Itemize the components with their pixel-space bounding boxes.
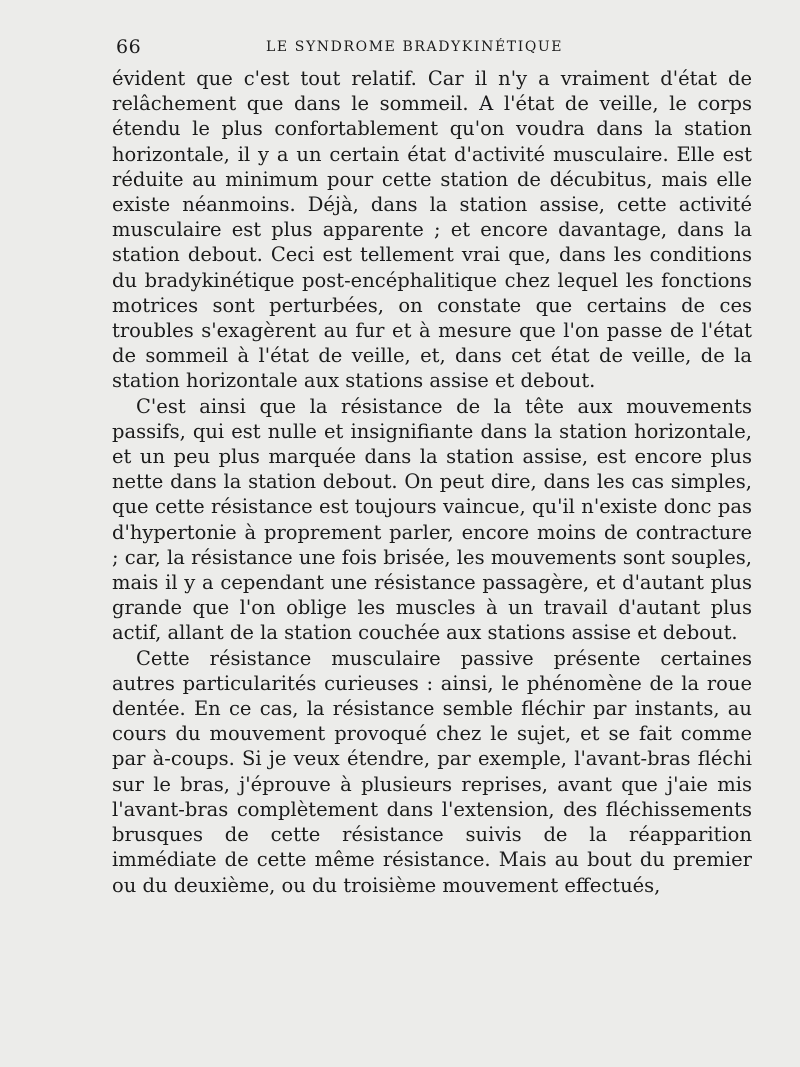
running-title: LE SYNDROME BRADYKINÉTIQUE <box>266 39 564 55</box>
page-number: 66 <box>116 36 142 58</box>
paragraph: C'est ainsi que la résistance de la tête aux mouvements passifs, qui est nulle et insignifiante dans la station horizontale, et un peu plus marquée dans la station assise, est encore plus nette dans la station debout. On peut dire, dans les cas simples, que cette résistance est toujours vaincue, qu'il n'existe donc pas d'hypertonie à proprement parler, encore moins de contracture ; car, la résistance une fois brisée, les mouvements sont souples, mais il y a cependant une résistance passagère, et d'autant plus grande que l'on oblige les muscles à un travail d'autant plus actif, allant de la station couchée aux stations assise et debout. <box>112 394 752 645</box>
page-header <box>116 36 756 64</box>
paragraph: Cette résistance musculaire passive présente certaines autres particularités curieuses : ainsi, le phénomène de la roue dentée. En ce cas, la résistance semble fléchir par instants, au cours du mouvement provoqué chez le sujet, et se fait comme par à-coups. Si je veux étendre, par exemple, l'avant-bras fléchi sur le bras, j'éprouve à plusieurs reprises, avant que j'aie mis l'avant-bras complètement dans l'extension, des fléchissements brusques de cette résistance suivis de la réapparition immédiate de cette même résistance. Mais au bout du premier ou du deuxième, ou du troisième mouvement effectués, <box>112 646 752 897</box>
paragraph-continued: évident que c'est tout relatif. Car il n'y a vraiment d'état de relâchement que dans le sommeil. A l'état de veille, le corps étendu le plus confortablement qu'on voudra dans la station horizontale, il y a un certain état d'activité musculaire. Elle est réduite au minimum pour cette station de décubitus, mais elle existe néanmoins. Déjà, dans la station assise, cette activité musculaire est plus apparente ; et encore davantage, dans la station debout. Ceci est tellement vrai que, dans les conditions du bradykinétique post-encéphalitique chez lequel les fonctions motrices sont perturbées, on constate que certains de ces troubles s'exagèrent au fur et à mesure que l'on passe de l'état de sommeil à l'état de veille, et, dans cet état de veille, de la station horizontale aux stations assise et debout. <box>112 67 752 393</box>
body-text <box>112 66 752 898</box>
